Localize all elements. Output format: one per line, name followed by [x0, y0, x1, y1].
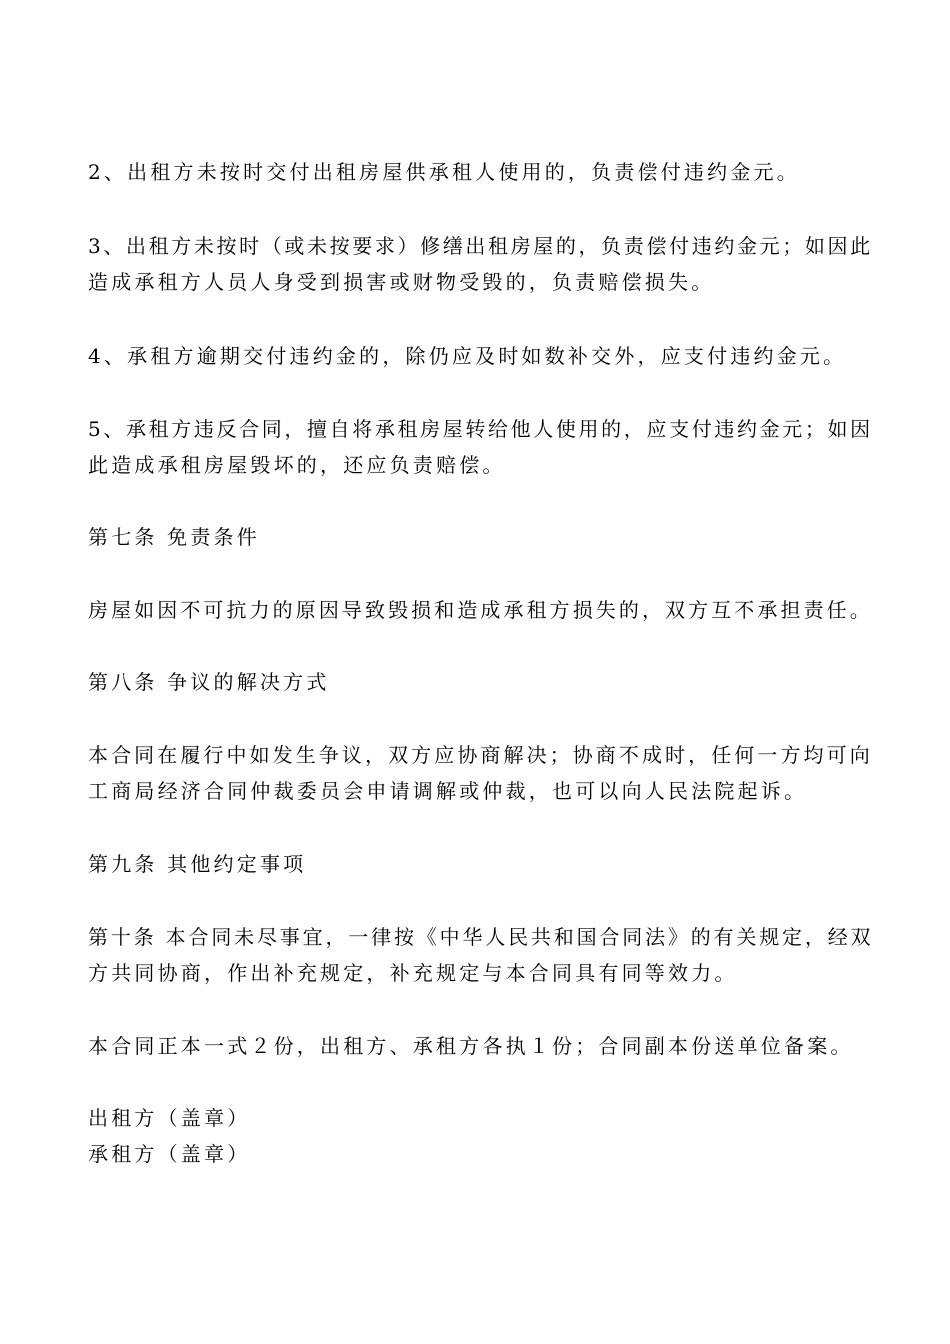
clause-4-line-1: 4、承租方逾期交付违约金的，除仍应及时如数补交外，应支付违约金元。	[88, 344, 847, 368]
article-7-heading: 第七条 免责条件	[88, 525, 260, 549]
clause-3-line-1: 3、出租方未按时（或未按要求）修缮出租房屋的，负责偿付违约金元；如因此	[88, 234, 873, 258]
article-9-heading: 第九条 其他约定事项	[88, 852, 307, 876]
article-10-line-1: 第十条 本合同未尽事宜，一律按《中华人民共和国合同法》的有关规定，经双	[88, 925, 874, 949]
article-8-heading: 第八条 争议的解决方式	[88, 670, 330, 694]
article-10-line-2: 方共同协商，作出补充规定，补充规定与本合同具有同等效力。	[88, 961, 738, 985]
article-7-body: 房屋如因不可抗力的原因导致毁损和造成承租方损失的，双方互不承担责任。	[88, 598, 873, 622]
copies-clause: 本合同正本一式２份，出租方、承租方各执１份；合同副本份送单位备案。	[88, 1034, 854, 1058]
lessor-signature-label: 出租方（盖章）	[88, 1106, 251, 1130]
clause-5-line-1: 5、承租方违反合同，擅自将承租房屋转给他人使用的，应支付违约金元；如因	[88, 417, 873, 441]
clause-5-line-2: 此造成承租房屋毁坏的，还应负责赔偿。	[88, 453, 506, 477]
lessee-signature-label: 承租方（盖章）	[88, 1142, 251, 1166]
clause-2-line-1: 2、出租方未按时交付出租房屋供承租人使用的，负责偿付违约金元。	[88, 160, 800, 184]
clause-3-line-2: 造成承租方人员人身受到损害或财物受毁的，负责赔偿损失。	[88, 270, 715, 294]
article-8-body-line-1: 本合同在履行中如发生争议，双方应协商解决；协商不成时，任何一方均可向	[88, 743, 873, 767]
article-8-body-line-2: 工商局经济合同仲裁委员会申请调解或仲裁，也可以向人民法院起诉。	[88, 779, 808, 803]
